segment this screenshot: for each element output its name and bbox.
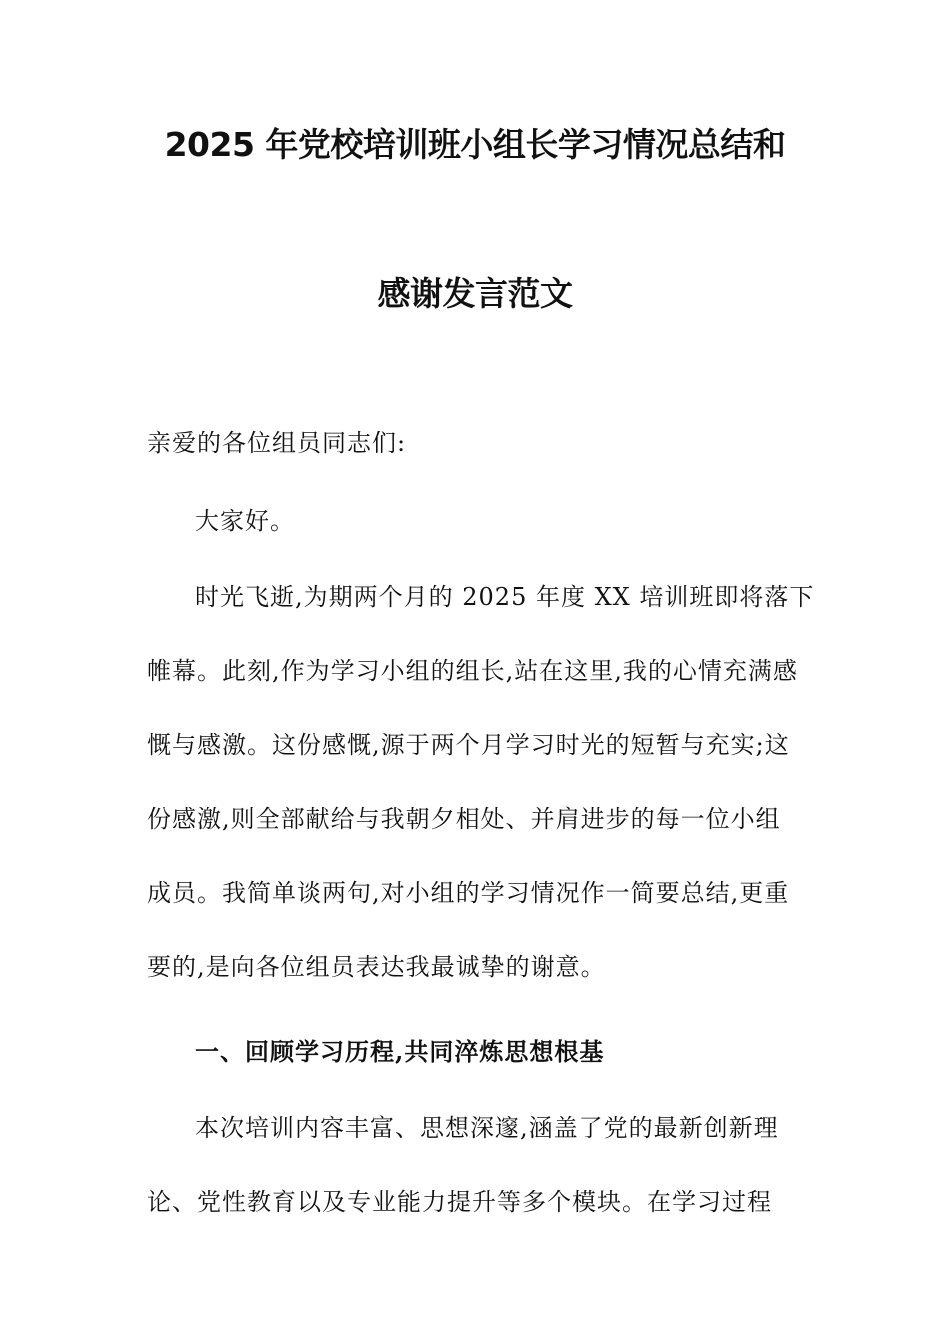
paragraph-line: 时光飞逝,为期两个月的 2025 年度 XX 培训班即将落下 [195,583,815,611]
paragraph-line: 慨与感激。这份感慨,源于两个月学习时光的短暂与充实;这 [147,731,790,759]
salutation: 亲爱的各位组员同志们: [147,429,407,457]
document-title-line-2: 感谢发言范文 [377,274,573,313]
paragraph-2 [147,1091,807,1239]
greeting: 大家好。 [195,507,295,535]
paragraph-1 [147,560,815,1004]
document-title-line-1: 2025 年党校培训班小组长学习情况总结和 [164,125,786,164]
paragraph-line: 论、党性教育以及专业能力提升等多个模块。在学习过程 [147,1188,772,1216]
paragraph-line: 份感激,则全部献给与我朝夕相处、并肩进步的每一位小组 [147,805,781,833]
paragraph-line: 本次培训内容丰富、思想深邃,涵盖了党的最新创新理 [195,1114,779,1142]
paragraph-line: 帷幕。此刻,作为学习小组的组长,站在这里,我的心情充满感 [147,657,798,685]
section-heading-1: 一、回顾学习历程,共同淬炼思想根基 [195,1037,605,1066]
paragraph-line: 成员。我简单谈两句,对小组的学习情况作一简要总结,更重 [147,879,790,907]
paragraph-line: 要的,是向各位组员表达我最诚挚的谢意。 [147,953,606,981]
